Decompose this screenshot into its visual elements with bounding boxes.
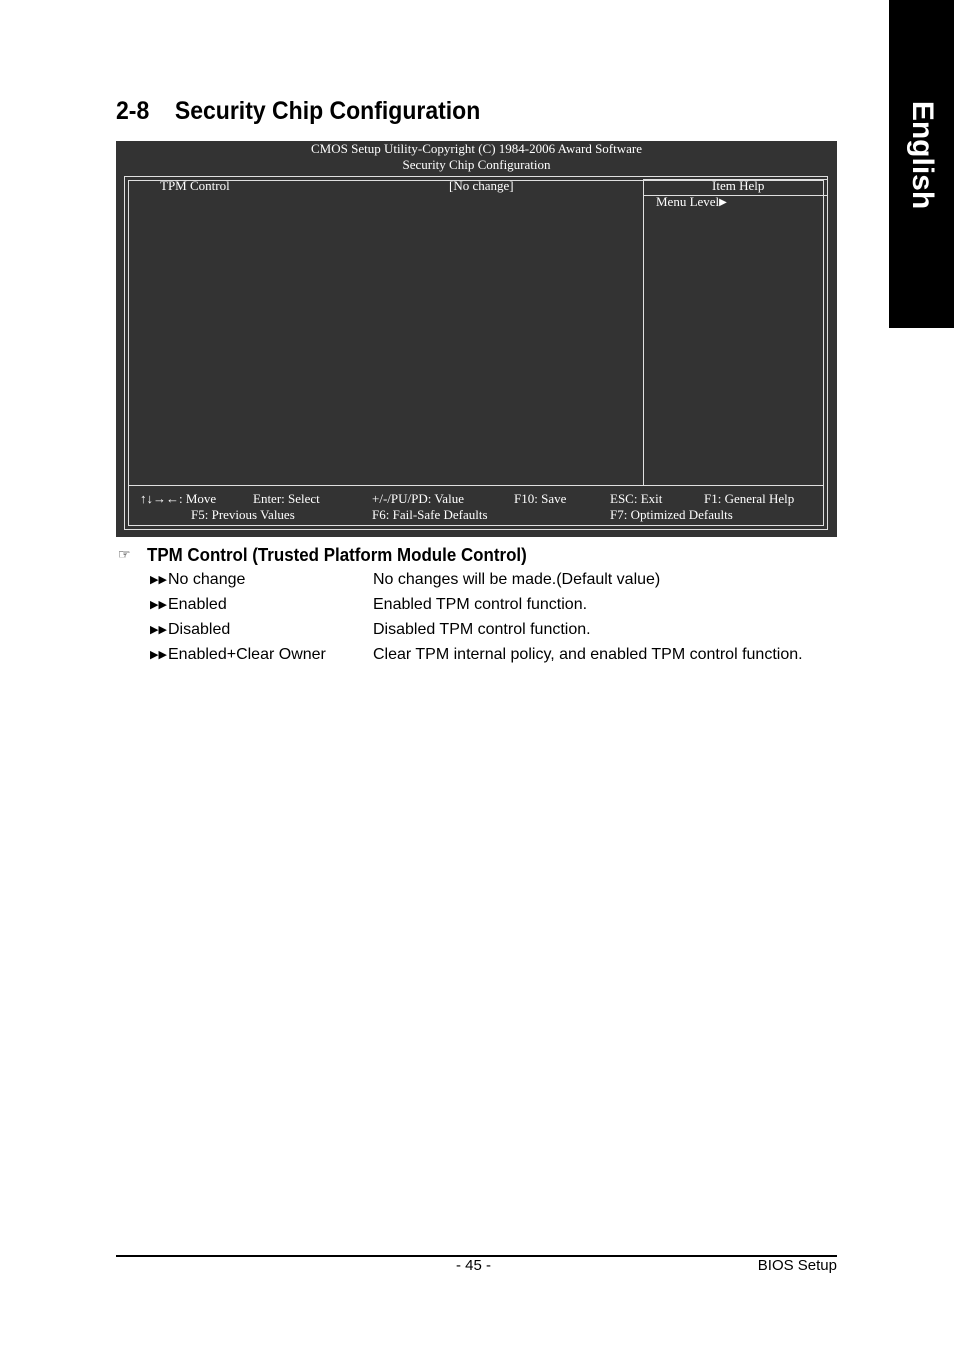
option-item — [150, 621, 230, 639]
key-hint-fail-safe-defaults: F6: Fail-Safe Defaults — [372, 507, 488, 522]
double-arrow-icon: ▶▶ — [150, 624, 167, 636]
option-description: Clear TPM internal policy, and enabled TPM control function. — [373, 646, 803, 663]
section-number: 2-8 — [116, 97, 150, 125]
option-item — [150, 646, 326, 664]
section-title-text: Security Chip Configuration — [174, 97, 481, 125]
double-arrow-icon: ▶▶ — [150, 649, 167, 661]
double-arrow-icon: ▶▶ — [150, 574, 167, 586]
bios-header-page-title: Security Chip Configuration — [402, 157, 551, 172]
subsection-title: TPM Control (Trusted Platform Module Control) — [147, 545, 527, 565]
page-number: - 45 - — [456, 1257, 492, 1274]
bios-item-tpm-control-label[interactable]: TPM Control — [160, 178, 230, 193]
option-name: Disabled — [168, 621, 231, 638]
key-hint-optimized-defaults: F7: Optimized Defaults — [610, 507, 733, 522]
option-description: Disabled TPM control function. — [373, 621, 591, 638]
option-description: Enabled TPM control function. — [373, 596, 588, 613]
bios-inner-frame — [128, 180, 824, 526]
option-item — [150, 596, 227, 614]
bios-column-divider — [643, 180, 644, 485]
key-hint-save: F10: Save — [514, 491, 567, 506]
option-name: No change — [168, 571, 246, 588]
key-hint-select: Enter: Select — [253, 491, 320, 506]
section-title — [116, 97, 480, 126]
key-hint-value: +/-/PU/PD: Value — [372, 491, 464, 506]
bios-screenshot — [116, 141, 837, 537]
key-hint-move: ↑↓→←: Move — [140, 491, 217, 506]
language-tab — [889, 0, 954, 328]
double-arrow-icon: ▶▶ — [150, 599, 167, 611]
bios-header-copyright: CMOS Setup Utility-Copyright (C) 1984-2006 Award Software — [310, 141, 642, 156]
option-name: Enabled — [168, 596, 227, 613]
option-description: No changes will be made.(Default value) — [373, 571, 661, 588]
subsection-heading — [118, 545, 551, 566]
bios-item-tpm-control-value[interactable]: [No change] — [449, 178, 514, 193]
key-hint-previous-values: F5: Previous Values — [191, 507, 295, 522]
key-hint-general-help: F1: General Help — [704, 491, 795, 506]
option-name: Enabled+Clear Owner — [168, 646, 326, 663]
triangle-right-icon: ▶ — [719, 197, 727, 208]
item-help-title: Item Help — [712, 178, 765, 193]
pointing-hand-icon: ☞ — [118, 546, 131, 562]
item-help-menu-level — [656, 194, 727, 210]
key-hint-exit: ESC: Exit — [610, 491, 663, 506]
menu-level-text: Menu Level — [656, 194, 720, 209]
language-tab-label: English — [905, 100, 939, 210]
bios-footer-divider — [128, 485, 824, 486]
option-item — [150, 571, 245, 589]
footer-chapter-label: BIOS Setup — [757, 1257, 837, 1274]
